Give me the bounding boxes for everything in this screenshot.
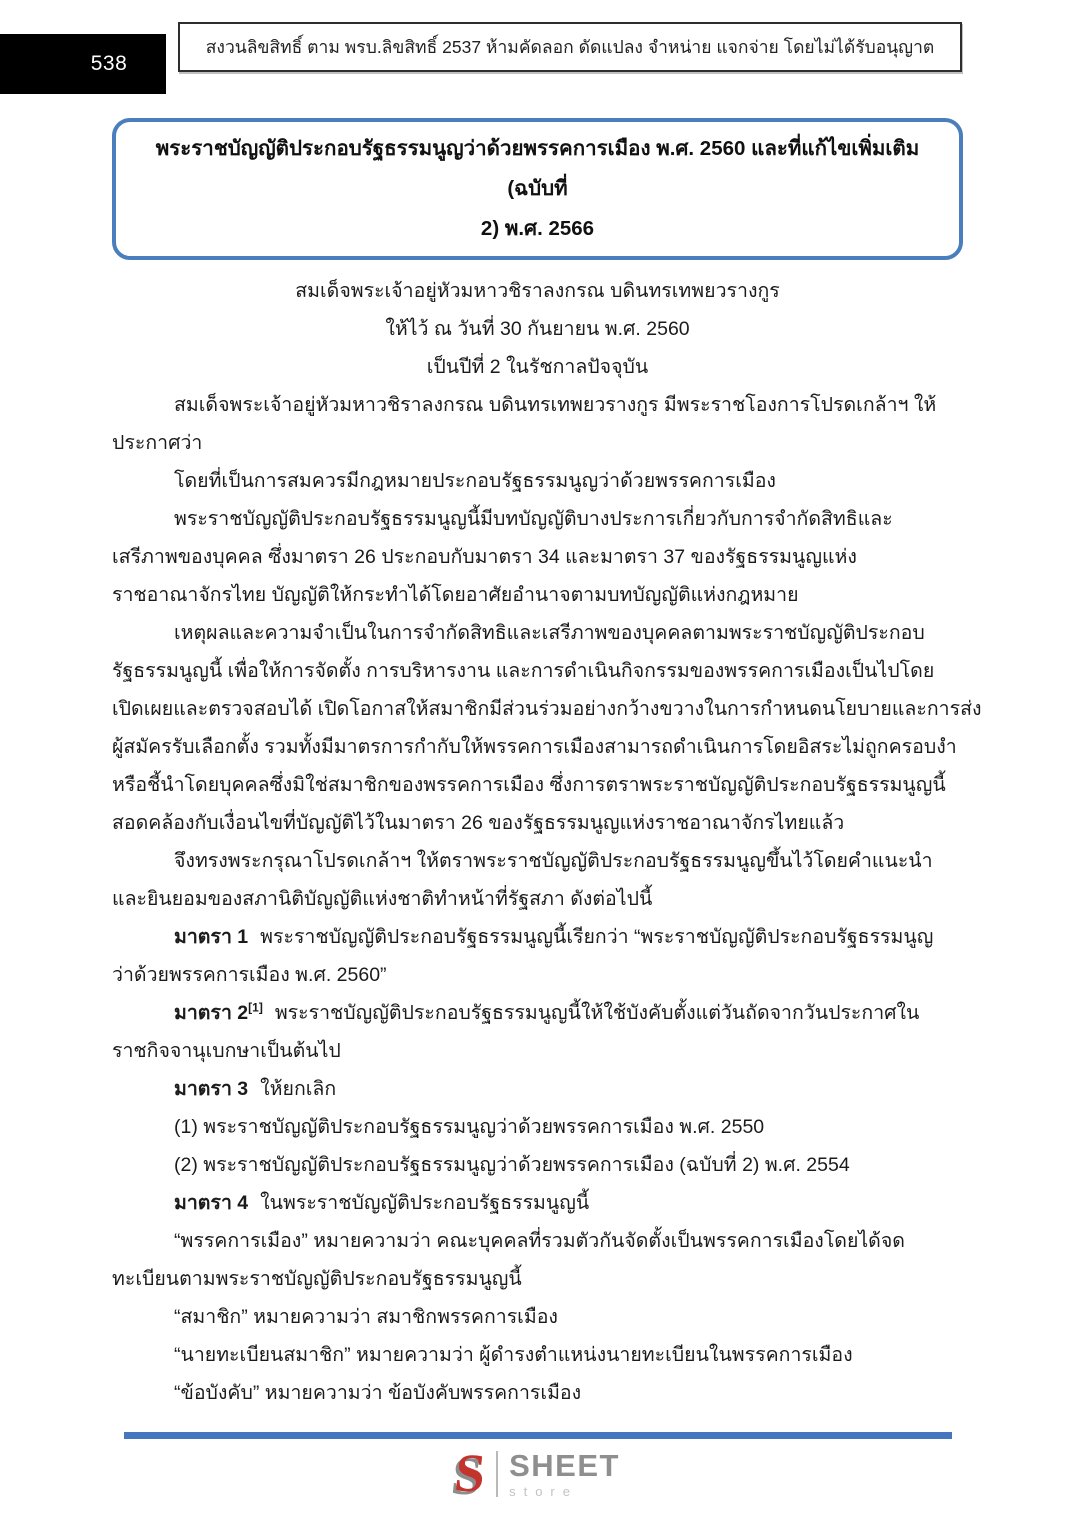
section-label: มาตรา 4	[174, 1192, 249, 1214]
text-line: เปิดเผยและตรวจสอบได้ เปิดโอกาสให้สมาชิกมีส่วนร่วมอย่างกว้างขวางในการกำหนดนโยบายและการส่ง	[112, 698, 982, 720]
copyright-banner	[178, 22, 962, 72]
logo-subtitle-text: store	[509, 1483, 578, 1499]
text-line: เสรีภาพของบุคคล ซึ่งมาตรา 26 ประกอบกับมาตรา 34 และมาตรา 37 ของรัฐธรรมนูญแห่ง	[112, 546, 857, 568]
document-title-line-2: 2) พ.ศ. 2566	[480, 217, 595, 240]
text-line: “สมาชิก” หมายความว่า สมาชิกพรรคการเมือง	[174, 1306, 558, 1328]
text-line: มาตรา 1 พระราชบัญญัติประกอบรัฐธรรมนูญนี้เรียกว่า “พระราชบัญญัติประกอบรัฐธรรมนูญ	[174, 926, 934, 948]
logo-s-icon: S	[451, 1443, 489, 1503]
paragraph	[112, 500, 963, 614]
paragraph	[112, 1184, 963, 1222]
text-line: (1) พระราชบัญญัติประกอบรัฐธรรมนูญว่าด้วยพรรคการเมือง พ.ศ. 2550	[174, 1116, 765, 1138]
paragraph	[112, 842, 963, 918]
logo-divider	[496, 1451, 498, 1497]
document-title-line-1: พระราชบัญญัติประกอบรัฐธรรมนูญว่าด้วยพรรคการเมือง พ.ศ. 2560 และที่แก้ไขเพิ่มเติม (ฉบับที่	[155, 137, 920, 200]
text-line: ทะเบียนตามพระราชบัญญัติประกอบรัฐธรรมนูญนี้	[112, 1268, 522, 1290]
text-line: มาตรา 2[1] พระราชบัญญัติประกอบรัฐธรรมนูญนี้ให้ใช้บังคับตั้งแต่วันถัดจากวันประกาศใน	[174, 1000, 920, 1024]
text-line: “นายทะเบียนสมาชิก” หมายความว่า ผู้ดำรงตำแหน่งนายทะเบียนในพรรคการเมือง	[174, 1344, 853, 1366]
text-line: จึงทรงพระกรุณาโปรดเกล้าฯ ให้ตราพระราชบัญญัติประกอบรัฐธรรมนูญขึ้นไว้โดยคำแนะนำ	[174, 850, 933, 872]
text-line: “ข้อบังคับ” หมายความว่า ข้อบังคับพรรคการเมือง	[174, 1382, 582, 1404]
paragraph	[112, 1374, 963, 1412]
text-line: โดยที่เป็นการสมควรมีกฎหมายประกอบรัฐธรรมนูญว่าด้วยพรรคการเมือง	[174, 470, 776, 492]
paragraph	[112, 1146, 963, 1184]
paragraph	[112, 1298, 963, 1336]
page-number: 538	[90, 52, 128, 75]
paragraph	[112, 994, 963, 1070]
text-line: สมเด็จพระเจ้าอยู่หัวมหาวชิราลงกรณ บดินทรเทพยวรางกูร มีพระราชโองการโปรดเกล้าฯ ให้	[174, 394, 937, 416]
text-line: รัฐธรรมนูญนี้ เพื่อให้การจัดตั้ง การบริหารงาน และการดำเนินกิจกรรมของพรรคการเมืองเป็นไปโดย	[112, 660, 935, 682]
document-title-box	[112, 118, 963, 260]
paragraph	[112, 310, 963, 348]
text-line: ประกาศว่า	[112, 432, 203, 454]
footnote-reference: [1]	[248, 1000, 263, 1015]
text-line: เหตุผลและความจำเป็นในการจำกัดสิทธิและเสรีภาพของบุคคลตามพระราชบัญญัติประกอบ	[174, 622, 925, 644]
footer-divider	[124, 1432, 952, 1439]
text-line: และยินยอมของสภานิติบัญญัติแห่งชาติทำหน้าที่รัฐสภา ดังต่อไปนี้	[112, 888, 653, 910]
text-line: มาตรา 4 ในพระราชบัญญัติประกอบรัฐธรรมนูญนี้	[174, 1192, 590, 1214]
text-line: ราชอาณาจักรไทย บัญญัติให้กระทำได้โดยอาศัยอำนาจตามบทบัญญัติแห่งกฎหมาย	[112, 584, 799, 606]
text-line: หรือชี้นำโดยบุคคลซึ่งมิใช่สมาชิกของพรรคการเมือง ซึ่งการตราพระราชบัญญัติประกอบรัฐธรรมนูญนี้	[112, 774, 946, 796]
paragraph	[112, 918, 963, 994]
document-body	[112, 272, 982, 1412]
text-line: (2) พระราชบัญญัติประกอบรัฐธรรมนูญว่าด้วยพรรคการเมือง (ฉบับที่ 2) พ.ศ. 2554	[174, 1154, 850, 1176]
paragraph	[112, 1070, 963, 1108]
paragraph	[112, 348, 963, 386]
sheet-store-logo	[0, 1443, 1075, 1503]
paragraph	[112, 614, 982, 842]
text-line: “พรรคการเมือง” หมายความว่า คณะบุคคลที่รวมตัวกันจัดตั้งเป็นพรรคการเมืองโดยได้จด	[174, 1230, 905, 1252]
text-line: พระราชบัญญัติประกอบรัฐธรรมนูญนี้มีบทบัญญัติบางประการเกี่ยวกับการจำกัดสิทธิและ	[174, 508, 893, 530]
copyright-text: สงวนลิขสิทธิ์ ตาม พรบ.ลิขสิทธิ์ 2537 ห้ามคัดลอก ดัดแปลง จำหน่าย แจกจ่าย โดยไม่ได้รับอนุญาต	[205, 37, 935, 57]
text-line: สมเด็จพระเจ้าอยู่หัวมหาวชิราลงกรณ บดินทรเทพยวรางกูร	[295, 280, 780, 302]
paragraph	[112, 272, 963, 310]
text-line: ราชกิจจานุเบกษาเป็นต้นไป	[112, 1040, 341, 1062]
page-number-box	[0, 34, 166, 94]
paragraph	[112, 386, 963, 462]
section-label: มาตรา 1	[174, 926, 249, 948]
text-line: ให้ไว้ ณ วันที่ 30 กันยายน พ.ศ. 2560	[385, 318, 690, 340]
text-line: ผู้สมัครรับเลือกตั้ง รวมทั้งมีมาตรการกำกับให้พรรคการเมืองสามารถดำเนินการโดยอิสระไม่ถูกครอบงำ	[112, 736, 957, 758]
text-line: เป็นปีที่ 2 ในรัชกาลปัจจุบัน	[426, 356, 649, 378]
section-label: มาตรา 2	[174, 1002, 249, 1024]
paragraph	[112, 1108, 963, 1146]
text-line: มาตรา 3 ให้ยกเลิก	[174, 1078, 337, 1100]
text-line: สอดคล้องกับเงื่อนไขที่บัญญัติไว้ในมาตรา 26 ของรัฐธรรมนูญแห่งราชอาณาจักรไทยแล้ว	[112, 812, 845, 834]
logo-name-text: SHEET	[509, 1447, 620, 1483]
logo-text	[509, 1447, 620, 1499]
paragraph	[112, 462, 963, 500]
paragraph	[112, 1222, 963, 1298]
paragraph	[112, 1336, 963, 1374]
text-line: ว่าด้วยพรรคการเมือง พ.ศ. 2560”	[112, 964, 387, 986]
section-label: มาตรา 3	[174, 1078, 249, 1100]
